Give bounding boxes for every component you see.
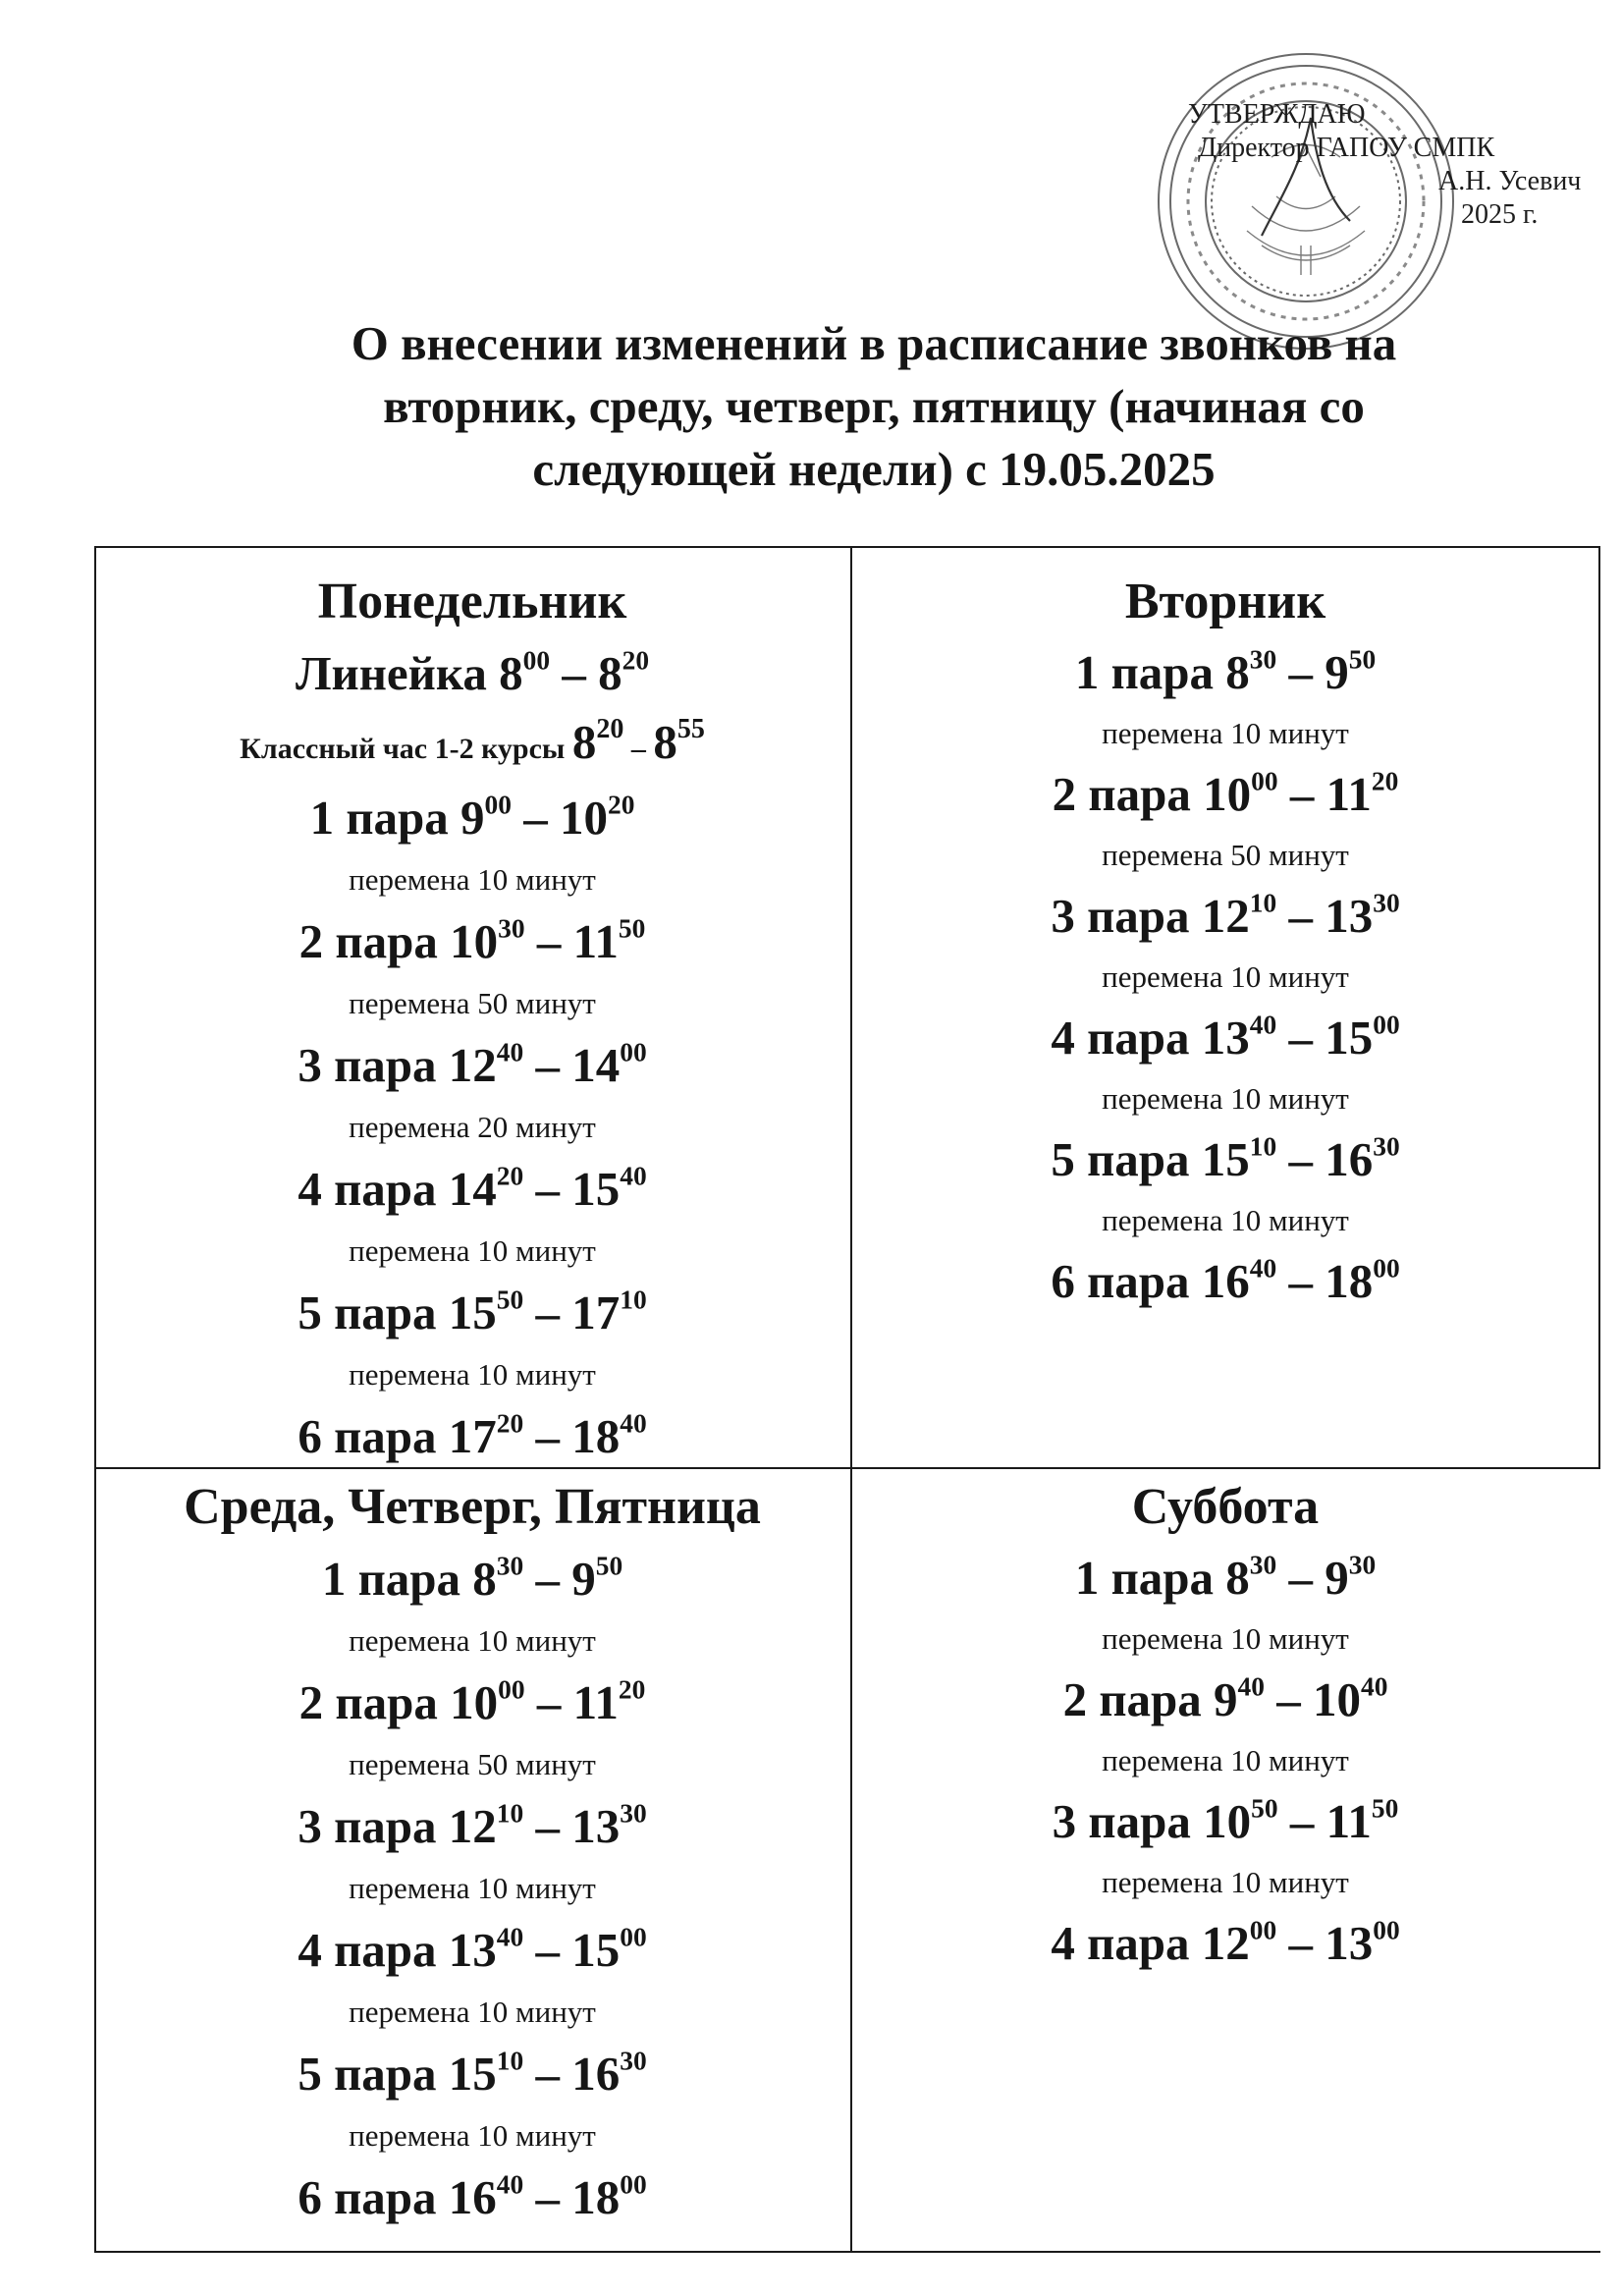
end-minutes: 20	[1371, 766, 1399, 796]
title-line-3: следующей недели) с 19.05.2025	[532, 442, 1216, 496]
lesson-label: Классный час 1-2 курсы	[240, 733, 566, 765]
lesson-label: 6 пара	[298, 1409, 437, 1463]
lesson-label: 3 пара	[1052, 1794, 1191, 1848]
start-minutes: 40	[1237, 1671, 1265, 1702]
end-hour: 13	[1325, 1916, 1374, 1970]
end-hour: 16	[571, 2047, 621, 2101]
approval-block	[1090, 98, 1581, 232]
end-minutes: 30	[620, 1798, 647, 1829]
break-text: перемена 10 минут	[349, 1623, 596, 1658]
end-hour: 10	[559, 791, 608, 845]
day-heading: Вторник	[1124, 574, 1326, 629]
start-minutes: 40	[1249, 1253, 1277, 1284]
start-hour: 10	[450, 914, 499, 968]
lesson-label: Линейка	[295, 646, 487, 700]
start-hour: 16	[1201, 1254, 1250, 1308]
end-minutes: 20	[607, 790, 635, 820]
end-minutes: 50	[618, 913, 646, 944]
title-line-2: вторник, среду, четверг, пятницу (начиная со	[383, 379, 1365, 433]
day-heading: Понедельник	[317, 574, 627, 629]
start-hour: 10	[1203, 767, 1252, 821]
lesson-line: 3 пара $10^{50} - 11^{50}$	[1052, 1793, 1399, 1848]
start-hour: 15	[448, 1285, 497, 1339]
lesson-line: 3 пара $12^{10} - 13^{30}$	[298, 1798, 647, 1853]
end-hour: 13	[571, 1799, 621, 1853]
end-hour: 18	[571, 2170, 621, 2224]
end-hour: 15	[1325, 1011, 1374, 1065]
end-hour: 9	[571, 1552, 596, 1606]
end-hour: 11	[1325, 767, 1372, 821]
end-hour: 11	[572, 914, 619, 968]
start-minutes: 30	[496, 1551, 524, 1581]
lesson-label: 5 пара	[298, 2047, 437, 2101]
lesson-label: 2 пара	[1052, 767, 1191, 821]
start-hour: 8	[571, 715, 597, 769]
end-hour: 15	[571, 1923, 621, 1977]
lesson-label: 1 пара	[1074, 1551, 1215, 1605]
end-minutes: 20	[622, 645, 650, 676]
break-text: перемена 10 минут	[349, 2118, 596, 2153]
lesson-line: 1 пара $9^{00} - 10^{20}$	[309, 790, 635, 845]
break-text: перемена 10 минут	[1102, 1081, 1349, 1116]
start-hour: 10	[1203, 1794, 1252, 1848]
start-minutes: 00	[484, 790, 512, 820]
day-heading: Среда, Четверг, Пятница	[184, 1479, 761, 1535]
start-minutes: 30	[498, 913, 525, 944]
end-minutes: 00	[620, 2169, 647, 2200]
break-text: перемена 10 минут	[349, 1995, 596, 2029]
start-hour: 13	[448, 1923, 497, 1977]
lesson-line: Классный час 1-2 курсы $8^{20} - 8^{55}$	[240, 714, 705, 769]
end-minutes: 00	[1373, 1010, 1400, 1040]
start-minutes: 20	[496, 1408, 524, 1439]
end-minutes: 55	[676, 714, 705, 744]
start-minutes: 50	[496, 1285, 524, 1315]
end-minutes: 00	[1373, 1253, 1400, 1284]
table-border-top	[94, 546, 1600, 548]
end-minutes: 00	[620, 1037, 647, 1067]
break-text: перемена 10 минут	[1102, 716, 1349, 750]
lesson-label: 1 пара	[321, 1552, 461, 1606]
break-text: перемена 10 минут	[349, 1871, 596, 1905]
end-minutes: 40	[620, 1161, 647, 1191]
end-hour: 17	[571, 1285, 621, 1339]
end-hour: 13	[1325, 889, 1374, 943]
approval-director: Директор ГАПОУ СМПК	[1198, 133, 1495, 163]
end-hour: 18	[571, 1409, 621, 1463]
lesson-line: 5 пара $15^{50} - 17^{10}$	[298, 1285, 647, 1339]
lesson-label: 3 пара	[1051, 889, 1190, 943]
start-minutes: 10	[1249, 888, 1277, 918]
start-minutes: 20	[496, 1161, 524, 1191]
lesson-label: 5 пара	[1051, 1132, 1190, 1186]
lesson-line: 4 пара $12^{00} - 13^{00}$	[1051, 1915, 1400, 1970]
break-text: перемена 10 минут	[1102, 1621, 1349, 1656]
end-minutes: 50	[1348, 644, 1377, 675]
start-hour: 14	[448, 1162, 497, 1216]
break-text: перемена 10 минут	[1102, 959, 1349, 994]
day-heading: Суббота	[1131, 1479, 1320, 1535]
approval-year: 2025 г.	[1461, 199, 1539, 230]
approval-name: А.Н. Усевич	[1438, 166, 1582, 196]
end-minutes: 40	[1360, 1671, 1388, 1702]
start-minutes: 30	[1249, 1550, 1277, 1580]
lesson-line: 2 пара $9^{40} - 10^{40}$	[1062, 1671, 1388, 1726]
lesson-line: 2 пара $10^{00} - 11^{20}$	[1052, 766, 1399, 821]
lesson-label: 3 пара	[298, 1038, 437, 1092]
end-minutes: 20	[618, 1674, 646, 1705]
schedule-table	[94, 546, 1600, 2253]
lesson-line: 5 пара $15^{10} - 16^{30}$	[1051, 1131, 1400, 1186]
end-hour: 9	[1325, 645, 1349, 699]
lesson-line: 1 пара $8^{30} - 9^{30}$	[1074, 1550, 1377, 1605]
lesson-line: 4 пара $13^{40} - 15^{00}$	[298, 1922, 647, 1977]
lesson-label: 2 пара	[1062, 1672, 1202, 1726]
end-minutes: 40	[620, 1408, 647, 1439]
lesson-line: 3 пара $12^{40} - 14^{00}$	[298, 1037, 647, 1092]
end-minutes: 50	[595, 1551, 623, 1581]
lesson-line: 1 пара $8^{30} - 9^{50}$	[1074, 644, 1377, 699]
lesson-label: 4 пара	[298, 1923, 437, 1977]
start-hour: 9	[1214, 1672, 1238, 1726]
start-hour: 8	[499, 646, 523, 700]
start-hour: 8	[472, 1552, 497, 1606]
end-hour: 10	[1312, 1672, 1361, 1726]
lesson-label: 2 пара	[298, 914, 438, 968]
end-hour: 14	[571, 1038, 621, 1092]
lesson-label: 6 пара	[298, 2170, 437, 2224]
start-minutes: 10	[496, 2046, 524, 2076]
lesson-line: 6 пара $17^{20} - 18^{40}$	[298, 1408, 647, 1463]
start-minutes: 40	[496, 1922, 524, 1952]
start-minutes: 40	[496, 2169, 524, 2200]
break-text: перемена 10 минут	[349, 1357, 596, 1392]
lesson-label: 1 пара	[1074, 645, 1215, 699]
end-minutes: 00	[620, 1922, 647, 1952]
end-minutes: 00	[1373, 1915, 1400, 1945]
start-hour: 12	[1201, 889, 1250, 943]
table-border-bottom	[94, 2251, 1600, 2253]
start-minutes: 50	[1251, 1793, 1278, 1824]
end-hour: 8	[598, 646, 622, 700]
lesson-line: 4 пара $14^{20} - 15^{40}$	[298, 1161, 647, 1216]
break-text: перемена 10 минут	[349, 862, 596, 897]
lesson-line: 4 пара $13^{40} - 15^{00}$	[1051, 1010, 1400, 1065]
start-minutes: 40	[496, 1037, 524, 1067]
lesson-label: 3 пара	[298, 1799, 437, 1853]
break-text: перемена 50 минут	[349, 1747, 596, 1781]
break-text: перемена 10 минут	[1102, 1743, 1349, 1777]
start-hour: 15	[1201, 1132, 1250, 1186]
start-hour: 13	[1201, 1011, 1250, 1065]
lesson-label: 5 пара	[298, 1285, 437, 1339]
break-text: перемена 20 минут	[349, 1110, 596, 1144]
end-hour: 16	[1325, 1132, 1374, 1186]
start-hour: 8	[1225, 645, 1250, 699]
lesson-line: Линейка $8^{00} - 8^{20}$	[295, 645, 650, 700]
lesson-line: 2 пара $10^{30} - 11^{50}$	[298, 913, 646, 968]
end-minutes: 30	[1373, 888, 1400, 918]
break-text: перемена 10 минут	[1102, 1203, 1349, 1237]
start-minutes: 00	[1249, 1915, 1277, 1945]
break-text: перемена 10 минут	[1102, 1865, 1349, 1899]
start-minutes: 00	[1251, 766, 1278, 796]
lesson-label: 1 пара	[309, 791, 449, 845]
start-minutes: 30	[1249, 644, 1277, 675]
start-hour: 12	[448, 1038, 497, 1092]
start-hour: 12	[448, 1799, 497, 1853]
start-minutes: 00	[498, 1674, 525, 1705]
day-cell-saturday	[850, 1475, 1600, 1982]
end-minutes: 30	[1373, 1131, 1400, 1162]
end-hour: 11	[1325, 1794, 1372, 1848]
title-line-1: О внесении изменений в расписание звонков на	[351, 316, 1397, 370]
lesson-label: 4 пара	[1051, 1011, 1190, 1065]
start-hour: 9	[460, 791, 485, 845]
lesson-label: 2 пара	[298, 1675, 438, 1729]
start-minutes: 20	[596, 714, 624, 744]
end-hour: 15	[571, 1162, 621, 1216]
lesson-line: 2 пара $10^{00} - 11^{20}$	[298, 1674, 646, 1729]
lesson-line: 6 пара $16^{40} - 18^{00}$	[298, 2169, 647, 2224]
start-hour: 16	[448, 2170, 497, 2224]
break-text: перемена 10 минут	[349, 1233, 596, 1268]
start-minutes: 10	[1249, 1131, 1277, 1162]
break-text: перемена 50 минут	[349, 986, 596, 1020]
start-hour: 12	[1201, 1916, 1250, 1970]
start-hour: 8	[1225, 1551, 1250, 1605]
lesson-label: 4 пара	[1051, 1916, 1190, 1970]
end-minutes: 10	[620, 1285, 647, 1315]
lesson-line: 6 пара $16^{40} - 18^{00}$	[1051, 1253, 1400, 1308]
start-hour: 10	[450, 1675, 499, 1729]
break-text: перемена 50 минут	[1102, 838, 1349, 872]
document-title	[255, 312, 1492, 501]
end-hour: 11	[572, 1675, 619, 1729]
lesson-line: 5 пара $15^{10} - 16^{30}$	[298, 2046, 647, 2101]
day-cell-monday	[94, 570, 850, 1476]
end-minutes: 30	[620, 2046, 647, 2076]
start-minutes: 40	[1249, 1010, 1277, 1040]
end-hour: 8	[653, 715, 677, 769]
start-minutes: 10	[496, 1798, 524, 1829]
start-hour: 17	[448, 1409, 497, 1463]
lesson-label: 6 пара	[1051, 1254, 1190, 1308]
day-cell-tuesday	[850, 570, 1600, 1320]
lesson-line: 1 пара $8^{30} - 9^{50}$	[321, 1551, 623, 1606]
end-hour: 9	[1325, 1551, 1349, 1605]
day-cell-wed-fri	[94, 1475, 850, 2237]
start-minutes: 00	[522, 645, 551, 676]
end-minutes: 50	[1371, 1793, 1399, 1824]
lesson-label: 4 пара	[298, 1162, 437, 1216]
start-hour: 15	[448, 2047, 497, 2101]
lesson-line: 3 пара $12^{10} - 13^{30}$	[1051, 888, 1400, 943]
approval-approve: УТВЕРЖДАЮ	[1188, 99, 1366, 130]
end-minutes: 30	[1348, 1550, 1377, 1580]
end-hour: 18	[1325, 1254, 1374, 1308]
